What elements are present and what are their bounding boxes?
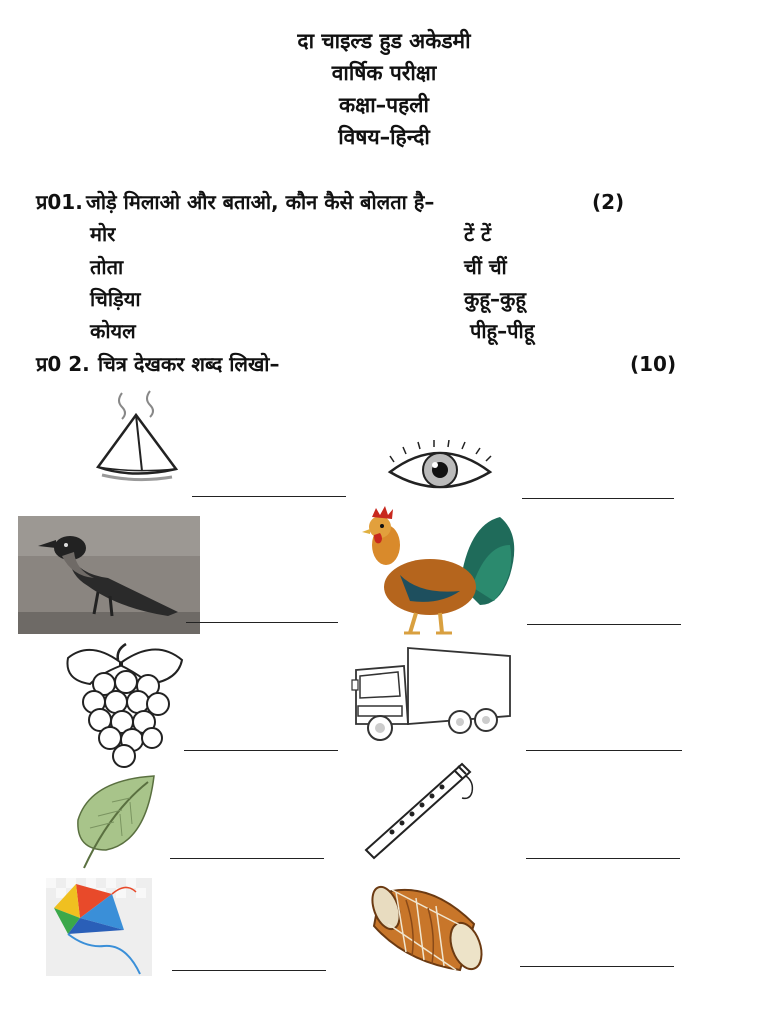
flute-image — [358, 756, 482, 860]
answer-blank[interactable] — [184, 750, 338, 751]
kite-image — [46, 878, 152, 976]
answer-blank[interactable] — [186, 622, 338, 623]
q1-right-item: टें टें — [464, 222, 492, 246]
q2-marks: (10) — [630, 352, 677, 376]
class-label: कक्षा–पहली — [339, 93, 429, 117]
q1-left-item: कोयल — [90, 319, 136, 343]
answer-blank[interactable] — [520, 966, 674, 967]
q2-text: चित्र देखकर शब्द लिखो– — [98, 352, 280, 376]
answer-blank[interactable] — [522, 498, 674, 499]
samosa-image — [72, 385, 200, 497]
subject-label: विषय–हिन्दी — [338, 125, 430, 149]
q1-number: प्र01. — [36, 190, 83, 214]
answer-blank[interactable] — [526, 750, 682, 751]
q1-left-item: चिड़िया — [90, 287, 141, 311]
answer-blank[interactable] — [192, 496, 346, 497]
dholak-drum-image — [366, 880, 490, 976]
q1-right-item: कुहू–कुहू — [464, 287, 526, 311]
crow-image — [18, 516, 200, 634]
q1-left-item: मोर — [90, 222, 116, 246]
q1-text: जोड़े मिलाओ और बताओ, कौन कैसे बोलता है– — [86, 190, 435, 214]
school-name: दा चाइल्ड हुड अकेडमी — [297, 29, 471, 53]
answer-blank[interactable] — [170, 858, 324, 859]
answer-blank[interactable] — [526, 858, 680, 859]
leaf-image — [70, 772, 158, 874]
truck-image — [350, 640, 512, 744]
q1-right-item: पीहू–पीहू — [470, 319, 535, 343]
grapes-image — [60, 640, 184, 768]
q2-number: प्र0 2. — [36, 352, 90, 376]
q1-marks: (2) — [592, 190, 625, 214]
exam-title: वार्षिक परीक्षा — [331, 61, 437, 85]
answer-blank[interactable] — [527, 624, 681, 625]
q1-right-item: चीं चीं — [464, 255, 507, 279]
rooster-image — [360, 505, 520, 637]
answer-blank[interactable] — [172, 970, 326, 971]
eye-image — [384, 440, 496, 500]
q1-left-item: तोता — [90, 255, 124, 279]
